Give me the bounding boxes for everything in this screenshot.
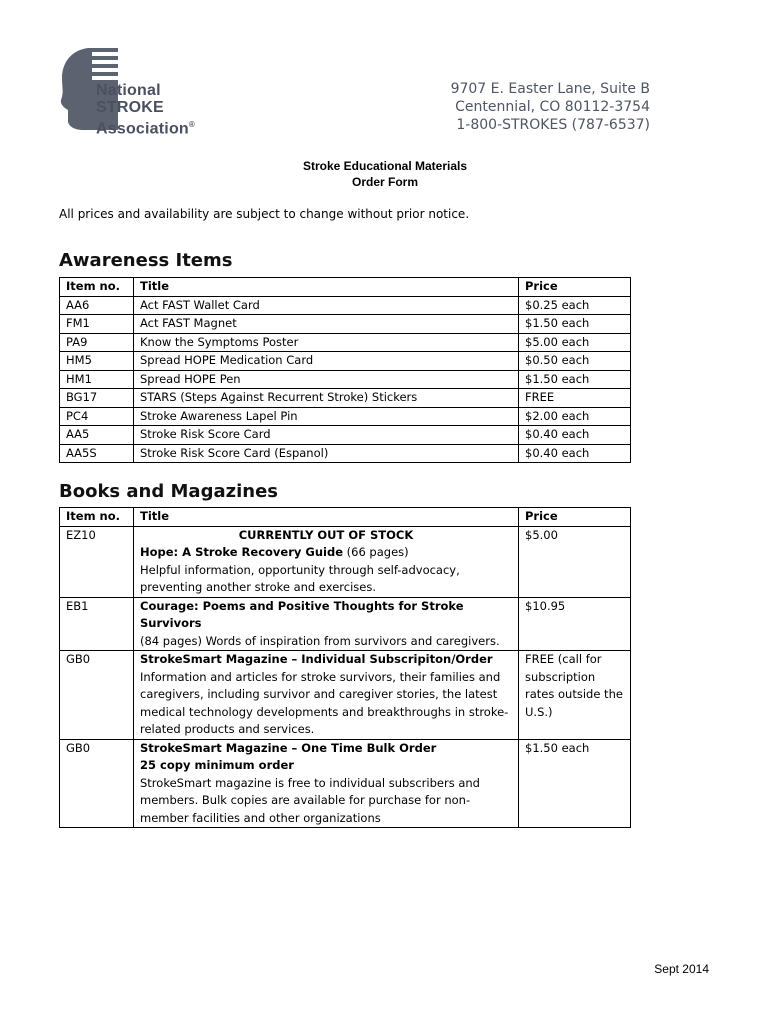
book-desc-line: Helpful information, opportunity through self-advocacy,	[140, 562, 460, 577]
cell-price: $1.50 each	[519, 739, 631, 828]
cell-title: Spread HOPE Medication Card	[134, 352, 519, 371]
cell-title: Spread HOPE Pen	[134, 370, 519, 389]
cell-title: Stroke Risk Score Card (Espanol)	[134, 444, 519, 463]
cell-title	[134, 651, 519, 740]
address-block	[451, 80, 650, 134]
cell-item: HM1	[60, 370, 134, 389]
table-row	[60, 315, 631, 334]
cell-title: Act FAST Magnet	[134, 315, 519, 334]
cell-title: Know the Symptoms Poster	[134, 333, 519, 352]
cell-price: $1.50 each	[519, 370, 631, 389]
cell-title: Act FAST Wallet Card	[134, 296, 519, 315]
cell-title	[134, 597, 519, 651]
cell-price: $5.00	[519, 526, 631, 597]
document-title-line2: Order Form	[351, 175, 418, 189]
cell-title: Stroke Awareness Lapel Pin	[134, 407, 519, 426]
book-name-line: Hope: A Stroke Recovery Guide (66 pages)	[140, 545, 409, 559]
table-row	[60, 444, 631, 463]
book-name-line: 25 copy minimum order	[140, 758, 294, 772]
book-desc-line: related products and services.	[140, 722, 315, 736]
cell-price	[519, 651, 631, 740]
cell-price: $1.50 each	[519, 315, 631, 334]
logo-wordmark	[96, 82, 195, 137]
nsa-logo	[58, 46, 208, 136]
table-header-row	[60, 508, 631, 527]
header-title: Title	[134, 508, 519, 527]
book-desc-line: medical technology developments and breakthroughs in stroke-	[140, 704, 509, 719]
header-item-no: Item no.	[60, 278, 134, 297]
cell-price: $0.40 each	[519, 426, 631, 445]
header-item-no: Item no.	[60, 508, 134, 527]
cell-item: AA6	[60, 296, 134, 315]
price-line: subscription	[525, 669, 596, 684]
cell-price: $0.25 each	[519, 296, 631, 315]
cell-item: PA9	[60, 333, 134, 352]
book-desc-line: (84 pages) Words of inspiration from survivors and caregivers.	[140, 633, 500, 648]
cell-item: GB0	[60, 651, 134, 740]
footer-date: Sept 2014	[654, 962, 709, 976]
cell-item: AA5S	[60, 444, 134, 463]
price-line: U.S.)	[525, 704, 553, 719]
cell-item: HM5	[60, 352, 134, 371]
table-row	[60, 739, 631, 828]
awareness-table	[59, 277, 631, 463]
table-row	[60, 426, 631, 445]
cell-item: GB0	[60, 739, 134, 828]
cell-price: $0.40 each	[519, 444, 631, 463]
table-row	[60, 370, 631, 389]
price-notice: All prices and availability are subject to change without prior notice.	[59, 207, 470, 221]
cell-item: EZ10	[60, 526, 134, 597]
book-desc-line: members. Bulk copies are available for purchase for non-	[140, 793, 471, 807]
awareness-heading: Awareness Items	[59, 250, 233, 271]
logo-line-stroke: STROKE	[96, 99, 164, 116]
table-header-row	[60, 278, 631, 297]
address-street: 9707 E. Easter Lane, Suite B	[450, 81, 650, 97]
document-title	[0, 158, 770, 190]
book-name-line: StrokeSmart Magazine – One Time Bulk Order	[140, 740, 437, 755]
price-line: FREE (call for	[525, 652, 602, 666]
table-row	[60, 389, 631, 408]
cell-price: $2.00 each	[519, 407, 631, 426]
table-row	[60, 651, 631, 740]
books-heading: Books and Magazines	[59, 481, 278, 502]
cell-title: Stroke Risk Score Card	[134, 426, 519, 445]
price-line: rates outside the	[525, 687, 623, 701]
address-phone: 1-800-STROKES (787-6537)	[456, 117, 650, 133]
cell-price: FREE	[519, 389, 631, 408]
address-city: Centennial, CO 80112-3754	[455, 99, 650, 115]
table-row	[60, 352, 631, 371]
cell-item: FM1	[60, 315, 134, 334]
logo-line-national: National	[96, 82, 161, 99]
header-price: Price	[519, 278, 631, 297]
document-title-line1: Stroke Educational Materials	[302, 159, 468, 173]
header-price: Price	[519, 508, 631, 527]
table-row	[60, 296, 631, 315]
cell-title	[134, 526, 519, 597]
book-desc-line: caregivers, including survivor and caregiver stories, the latest	[140, 687, 498, 701]
cell-title	[134, 739, 519, 828]
book-desc-line: Information and articles for stroke survivors, their families and	[140, 669, 501, 684]
table-row	[60, 407, 631, 426]
books-table	[59, 507, 631, 828]
table-row	[60, 597, 631, 651]
book-desc-line: member facilities and other organizations	[140, 810, 381, 825]
out-of-stock-label: CURRENTLY OUT OF STOCK	[238, 527, 414, 542]
table-row	[60, 526, 631, 597]
header-title: Title	[134, 278, 519, 297]
table-row	[60, 333, 631, 352]
book-name-line: StrokeSmart Magazine – Individual Subscripiton/Order	[140, 652, 493, 666]
cell-item: EB1	[60, 597, 134, 651]
book-desc-line: StrokeSmart magazine is free to individual subscribers and	[140, 775, 480, 790]
cell-price: $5.00 each	[519, 333, 631, 352]
cell-title: STARS (Steps Against Recurrent Stroke) Stickers	[134, 389, 519, 408]
book-name-line: Courage: Poems and Positive Thoughts for Stroke Survivors	[140, 598, 464, 630]
cell-item: BG17	[60, 389, 134, 408]
logo-line-association: Association®	[96, 120, 195, 138]
cell-price: $10.95	[519, 597, 631, 651]
cell-item: PC4	[60, 407, 134, 426]
cell-item: AA5	[60, 426, 134, 445]
cell-price: $0.50 each	[519, 352, 631, 371]
book-desc-line: preventing another stroke and exercises.	[140, 580, 376, 594]
